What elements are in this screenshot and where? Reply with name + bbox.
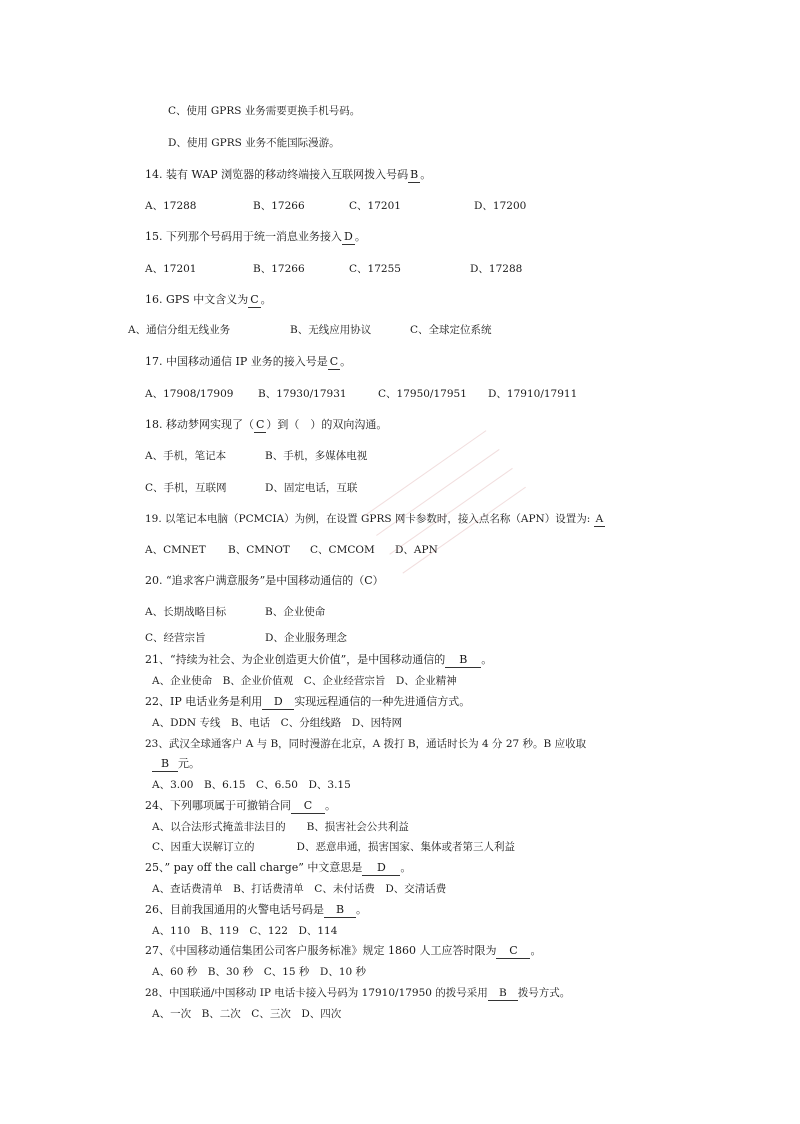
q14-option-d: D、17200 — [474, 200, 527, 212]
question-19 — [145, 512, 605, 527]
q19-option-c: C、CMCOM — [310, 544, 375, 556]
question-25: 25、” pay off the call charge” 中文意思是 D 。 — [145, 861, 412, 874]
answer-blank: B — [152, 757, 178, 772]
q13-option-c: C、使用 GPRS 业务需要更换手机号码。 — [168, 105, 361, 117]
q15-option-b: B、17266 — [253, 263, 305, 275]
question-stem: 22、IP 电话业务是利用 — [145, 695, 263, 708]
q16-option-b: B、无线应用协议 — [290, 324, 372, 336]
q24-options-row2: C、因重大误解订立的 D、恶意串通，损害国家、集体或者第三人利益 — [152, 841, 515, 853]
question-stem: 17. 中国移动通信 IP 业务的接入号是 — [145, 355, 328, 368]
answer-blank: C — [291, 799, 325, 814]
q25-options: A、查话费清单 B、打话费清单 C、未付话费 D、交清话费 — [152, 883, 447, 895]
q27-options: A、60 秒 B、30 秒 C、15 秒 D、10 秒 — [152, 966, 367, 978]
watermark — [350, 418, 579, 662]
question-22: 22、IP 电话业务是利用 D 实现远程通信的一种先进通信方式。 — [145, 695, 471, 708]
question-stem: 26、目前我国通用的火警电话号码是 — [145, 903, 324, 916]
question-23: 23、武汉全球通客户 A 与 B，同时漫游在北京，A 拨打 B，通话时长为 4 分 27 秒。B 应收取 — [145, 738, 587, 750]
q18-option-d: D、固定电话，互联 — [265, 482, 358, 494]
question-20: 20. “追求客户满意服务”是中国移动通信的（C） — [145, 574, 384, 587]
q17-option-a: A、17908/17909 — [145, 388, 234, 400]
q24-options-row1: A、以合法形式掩盖非法目的 B、损害社会公共利益 — [152, 821, 409, 833]
q13-option-d: D、使用 GPRS 业务不能国际漫游。 — [168, 137, 340, 149]
question-17: 17. 中国移动通信 IP 业务的接入号是 C 。 — [145, 355, 352, 368]
question-stem: 21、“持续为社会、为企业创造更大价值”，是中国移动通信的 — [145, 653, 446, 666]
question-23-blank-line: B 元。 — [152, 757, 200, 772]
question-15: 15. 下列那个号码用于统一消息业务接入 D 。 — [145, 230, 366, 243]
q15-option-d: D、17288 — [470, 263, 523, 275]
q18-option-a: A、手机，笔记本 — [145, 450, 227, 462]
question-28: 28、中国联通/中国移动 IP 电话卡接入号码为 17910/17950 的拨号采用 B 拨号方式。 — [145, 987, 571, 999]
answer-blank: D — [262, 695, 294, 710]
answer-blank: B — [410, 168, 419, 181]
answer-blank: C — [496, 944, 530, 959]
answer-blank: B — [324, 903, 356, 918]
answer-blank: C — [250, 293, 259, 306]
q28-options: A、一次 B、二次 C、三次 D、四次 — [152, 1008, 342, 1020]
q14-option-a: A、17288 — [145, 200, 197, 212]
question-16: 16. GPS 中文含义为 C 。 — [145, 293, 272, 306]
question-27: 27、《中国移动通信集团公司客户服务标准》规定 1860 人工应答时限为 C 。 — [145, 944, 542, 957]
q26-options: A、110 B、119 C、122 D、114 — [152, 925, 338, 937]
question-stem: 18. 移动梦网实现了（ — [145, 418, 254, 431]
q18-option-b: B、手机，多媒体电视 — [265, 450, 368, 462]
question-stem: 14. 装有 WAP 浏览器的移动终端接入互联网拨入号码 — [145, 168, 409, 181]
q17-option-c: C、17950/17951 — [378, 388, 467, 400]
q23-options: A、3.00 B、6.15 C、6.50 D、3.15 — [152, 779, 351, 791]
question-21: 21、“持续为社会、为企业创造更大价值”，是中国移动通信的 B 。 — [145, 653, 493, 666]
q19-option-b: B、CMNOT — [228, 544, 290, 556]
q20-option-c: C、经营宗旨 — [145, 632, 206, 644]
answer-blank: B — [445, 653, 481, 668]
q15-option-a: A、17201 — [145, 263, 197, 275]
q19-option-d: D、APN — [395, 544, 438, 556]
answer-blank: C — [329, 355, 339, 368]
answer-blank: D — [344, 230, 353, 243]
question-18: 18. 移动梦网实现了（ C ）到（ ）的双向沟通。 — [145, 418, 388, 431]
question-stem: 19. 以笔记本电脑（PCMCIA）为例，在设置 GPRS 网卡参数时，接入点名称（APN）设置为: — [145, 513, 591, 525]
q17-option-d: D、17910/17911 — [488, 388, 578, 400]
answer-blank: B — [488, 986, 518, 1001]
q17-option-b: B、17930/17931 — [258, 388, 347, 400]
question-stem: 24、下列哪项属于可撤销合同 — [145, 799, 291, 812]
answer-blank: A — [595, 513, 604, 525]
question-26: 26、目前我国通用的火警电话号码是 B 。 — [145, 903, 367, 916]
question-stem: 16. GPS 中文含义为 — [145, 293, 249, 306]
q20-option-b: B、企业使命 — [265, 606, 326, 618]
q20-option-a: A、长期战略目标 — [145, 606, 227, 618]
question-stem: 28、中国联通/中国移动 IP 电话卡接入号码为 17910/17950 的拨号采用 — [145, 987, 488, 999]
question-stem: 15. 下列那个号码用于统一消息业务接入 — [145, 230, 342, 243]
question-stem: 27、《中国移动通信集团公司客户服务标准》规定 1860 人工应答时限为 — [145, 944, 497, 957]
q20-option-d: D、企业服务理念 — [265, 632, 347, 644]
q16-option-a: A、通信分组无线业务 — [128, 324, 231, 336]
question-14: 14. 装有 WAP 浏览器的移动终端接入互联网拨入号码 B 。 — [145, 168, 432, 181]
q14-option-b: B、17266 — [253, 200, 305, 212]
q18-option-c: C、手机，互联网 — [145, 482, 227, 494]
question-stem: 25、” pay off the call charge” 中文意思是 — [145, 861, 363, 874]
q22-options: A、DDN 专线 B、电话 C、分组线路 D、因特网 — [152, 717, 403, 729]
q21-options: A、企业使命 B、企业价值观 C、企业经营宗旨 D、企业精神 — [152, 675, 457, 687]
q15-option-c: C、17255 — [349, 263, 401, 275]
q16-option-c: C、全球定位系统 — [410, 324, 492, 336]
answer-blank: D — [362, 861, 400, 876]
q14-option-c: C、17201 — [349, 200, 401, 212]
q19-option-a: A、CMNET — [145, 544, 206, 556]
answer-blank: C — [256, 418, 265, 431]
question-24: 24、下列哪项属于可撤销合同 C 。 — [145, 799, 336, 812]
